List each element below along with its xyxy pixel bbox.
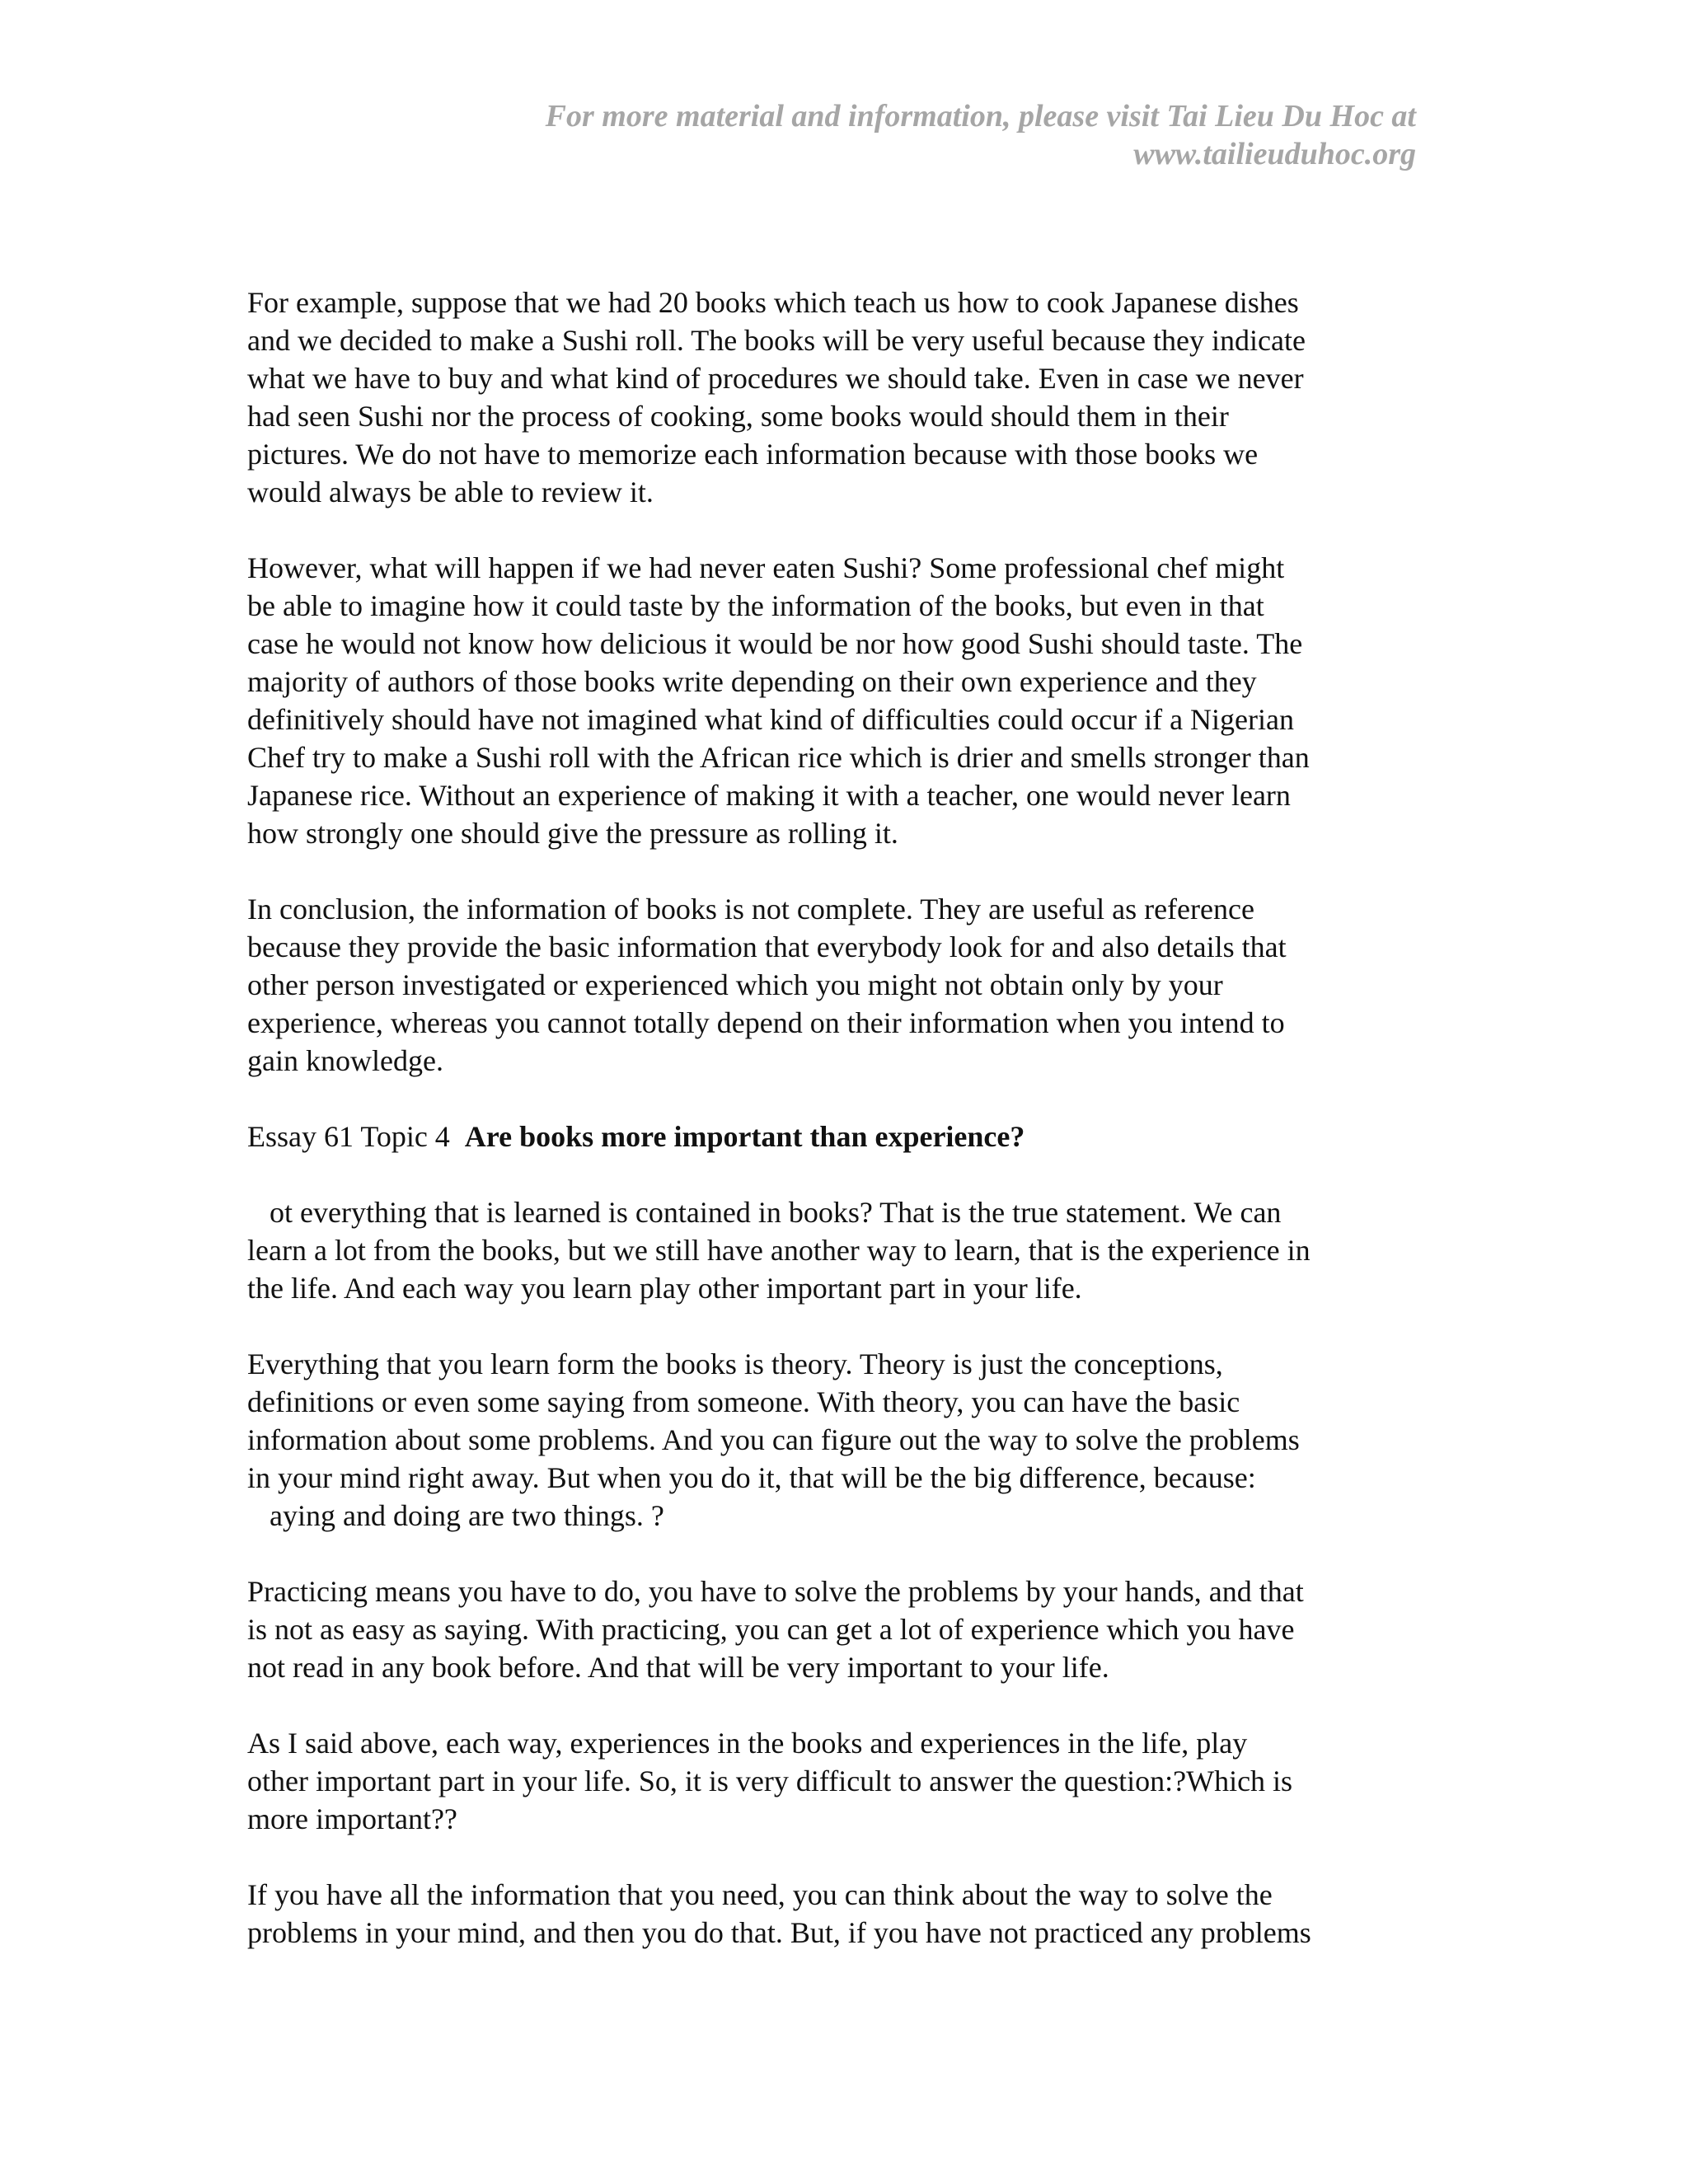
document-body bbox=[247, 284, 1451, 1952]
essay-label: Essay 61 Topic 4 bbox=[247, 1120, 465, 1153]
paragraph-each-way: As I said above, each way, experiences in the books and experiences in the life, play other important part in your life. So, it is very difficult to answer the question:?Which is more important?? bbox=[247, 1727, 1293, 1835]
essay-title: Are books more important than experience? bbox=[464, 1120, 1025, 1153]
header-line-2: www.tailieuduhoc.org bbox=[1133, 137, 1416, 171]
paragraph-not-everything: ot everything that is learned is contained in books? That is the true statement. We can learn a lot from the books, but we still have another way to learn, that is the experience in the life. And each way you learn play other important part in your life. bbox=[247, 1196, 1311, 1305]
paragraph-theory: Everything that you learn form the books is theory. Theory is just the conceptions, definitions or even some saying from someone. With theory, you can have the basic information about some problems. And you can figure out the way to solve the problems in your mind right away. But when you do it, that will be the big difference, because: aying and doing are two things. ? bbox=[247, 1347, 1300, 1532]
paragraph-information: If you have all the information that you need, you can think about the way to solve the problems in your mind, and then you do that. But, if you have not practiced any problems bbox=[247, 1878, 1311, 1949]
essay-heading bbox=[247, 1118, 1451, 1155]
page-header bbox=[345, 97, 1416, 173]
paragraph-conclusion: In conclusion, the information of books is not complete. They are useful as reference because they provide the basic information that everybody look for and also details that other person investigated or experienced which you might not obtain only by your experience, whereas you cannot totally depend on their information when you intend to gain knowledge. bbox=[247, 893, 1287, 1077]
paragraph-never-eaten-sushi: However, what will happen if we had never eaten Sushi? Some professional chef might be able to imagine how it could taste by the information of the books, but even in that case he would not know how delicious it would be nor how good Sushi should taste. The majority of authors of those books write depending on their own experience and they definitively should have not imagined what kind of difficulties could occur if a Nigerian Chef try to make a Sushi roll with the African rice which is drier and smells stronger than Japanese rice. Without an experience of making it with a teacher, one would never learn how strongly one should give the pressure as rolling it. bbox=[247, 551, 1310, 850]
paragraph-practicing: Practicing means you have to do, you have to solve the problems by your hands, and that is not as easy as saying. With practicing, you can get a lot of experience which you have not read in any book before. And that will be very important to your life. bbox=[247, 1575, 1304, 1684]
header-line-1: For more material and information, please visit Tai Lieu Du Hoc at bbox=[545, 99, 1416, 134]
paragraph-sushi-example: For example, suppose that we had 20 books which teach us how to cook Japanese dishes and we decided to make a Sushi roll. The books will be very useful because they indicate what we have to buy and what kind of procedures we should take. Even in case we never had seen Sushi nor the process of cooking, some books would should them in their pictures. We do not have to memorize each information because with those books we would always be able to review it. bbox=[247, 286, 1306, 509]
